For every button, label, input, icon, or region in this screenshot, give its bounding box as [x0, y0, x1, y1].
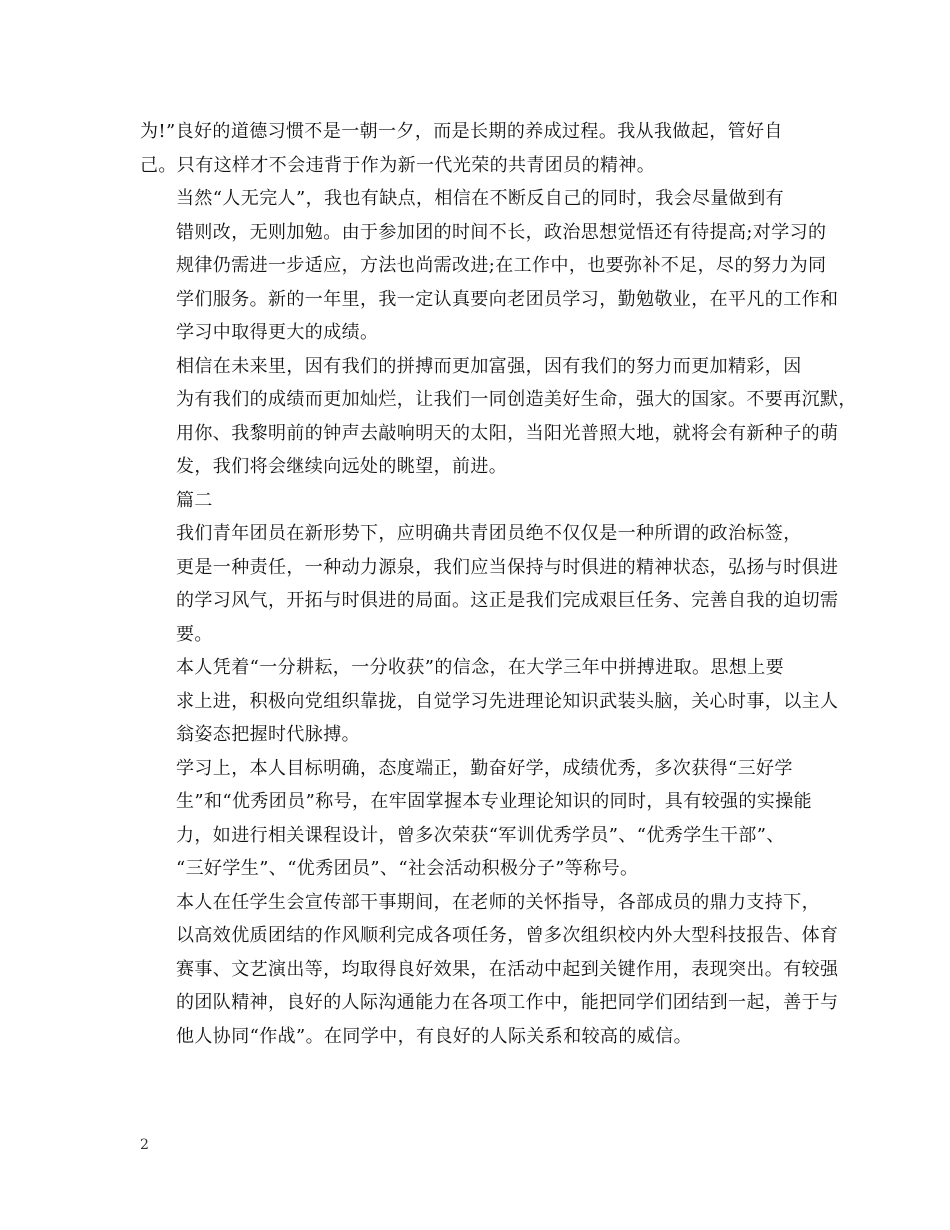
page-number: 2 [140, 1137, 149, 1153]
text-line: 当然“人无完人”，我也有缺点，相信在不断反自己的同时，我会尽量做到有 [176, 188, 785, 209]
text-line: 学习中取得更大的成绩。 [176, 322, 379, 343]
text-line: 求上进，积极向党组织靠拢，自觉学习先进理论知识武装头脑，关心时事，以主人 [176, 690, 839, 712]
text-line: 相信在未来里，因有我们的拼搏而更加富强，因有我们的努力而更加精彩，因 [176, 355, 802, 377]
section-title: 篇二 [176, 489, 213, 511]
text-line: 规律仍需进一步适应，方法也尚需改进;在工作中，也要弥补不足，尽的努力为同 [176, 255, 827, 276]
text-line: 为!”良好的道德习惯不是一朝一夕，而是长期的养成过程。我从我做起，管好自 [140, 121, 783, 142]
text-line: 错则改，无则加勉。由于参加团的时间不长，政治思想觉悟还有待提高;对学习的 [176, 221, 827, 243]
document-body [140, 115, 857, 1053]
text-line: 学们服务。新的一年里，我一定认真要向老团员学习，勤勉敬业，在平凡的工作和 [176, 288, 839, 310]
text-line: 力，如进行相关课程设计，曾多次荣获“军训优秀学员”、“优秀学生干部”、 [176, 824, 785, 846]
paragraph [140, 886, 839, 1054]
text-line: 学习上，本人目标明确，态度端正，勤奋好学，成绩优秀，多次获得“三好学 [176, 757, 793, 779]
text-line: 的团队精神，良好的人际沟通能力在各项工作中，能把同学们团结到一起，善于与 [176, 992, 839, 1013]
section-heading [140, 484, 820, 518]
text-line: “三好学生”、“优秀团员”、“社会活动积极分子”等称号。 [176, 858, 639, 879]
paragraph [140, 350, 857, 484]
paragraph [140, 115, 820, 182]
text-line: 以高效优质团结的作风顺利完成各项任务，曾多次组织校内外大型科技报告、体育 [176, 925, 839, 946]
text-line: 用你、我黎明前的钟声去敲响明天的太阳，当阳光普照大地，就将会有新种子的萌 [176, 422, 839, 444]
text-line: 他人协同“作战”。在同学中，有良好的人际关系和较高的威信。 [176, 1025, 693, 1047]
text-line: 本人在任学生会宣传部干事期间，在老师的关怀指导，各部成员的鼎力支持下， [176, 891, 820, 913]
text-line: 翁姿态把握时代脉搏。 [176, 724, 360, 745]
paragraph [140, 182, 839, 350]
text-line: 我们青年团员在新形势下，应明确共青团员绝不仅仅是一种所谓的政治标签， [176, 523, 802, 544]
text-line: 更是一种责任，一种动力源泉，我们应当保持与时俱进的精神状态，弘扬与时俱进 [176, 556, 839, 578]
paragraph [140, 517, 839, 651]
text-line: 生”和“优秀团员”称号，在牢固掌握本专业理论知识的同时，具有较强的实操能 [176, 791, 813, 812]
paragraph [140, 651, 839, 752]
text-line: 的学习风气，开拓与时俱进的局面。这正是我们完成艰巨任务、完善自我的迫切需 [176, 590, 839, 611]
text-line: 为有我们的成绩而更加灿烂，让我们一同创造美好生命，强大的国家。不要再沉默， [176, 389, 857, 410]
text-line: 要。 [176, 623, 213, 645]
text-line: 赛事、文艺演出等，均取得良好效果，在活动中起到关键作用，表现突出。有较强 [176, 958, 839, 980]
text-line: 本人凭着“一分耕耘，一分收获”的信念，在大学三年中拼搏进取。思想上要 [176, 657, 785, 678]
text-line: 己。只有这样才不会违背于作为新一代光荣的共青团员的精神。 [140, 154, 656, 176]
text-line: 发，我们将会继续向远处的眺望，前进。 [176, 456, 508, 477]
paragraph [140, 752, 820, 886]
